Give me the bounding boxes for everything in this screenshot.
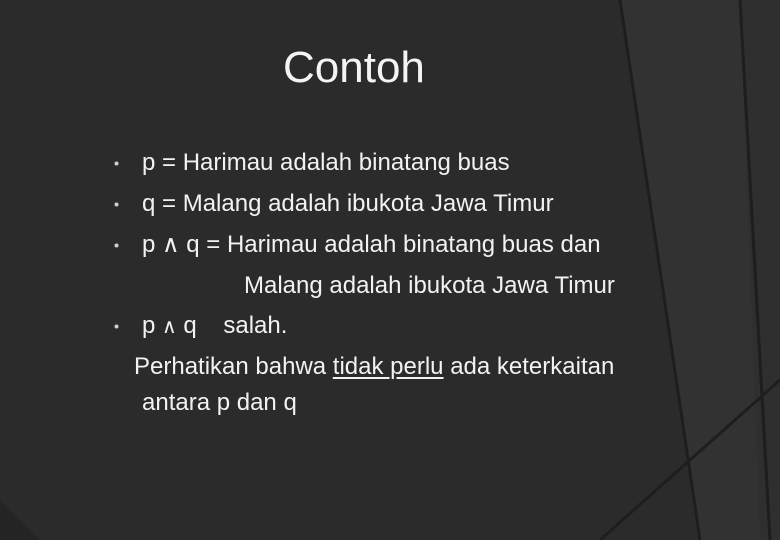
bullet-marker-icon: [113, 160, 120, 167]
var-q: q: [183, 312, 197, 339]
bullet-marker-icon: [113, 242, 120, 249]
bullet-marker-icon: [113, 323, 120, 330]
bullet-text-p: p = Harimau adalah binatang buas: [142, 149, 510, 176]
note-underlined: tidak perlu: [332, 353, 444, 380]
bullet-conclusion: [142, 311, 287, 342]
note-suffix: ada keterkaitan: [443, 353, 615, 380]
bullet-text-conjunction: p ∧ q = Harimau adalah binatang buas dan: [142, 231, 601, 258]
note-prefix: Perhatikan bahwa: [134, 353, 333, 380]
note-line-2: antara p dan q: [142, 389, 297, 416]
slide-title: Contoh: [283, 43, 425, 92]
var-p: p: [142, 312, 156, 339]
result-text: salah.: [223, 312, 288, 339]
note-line-1: [134, 352, 614, 382]
bullet-text-conjunction-continued: Malang adalah ibukota Jawa Timur: [244, 272, 615, 299]
and-operator: ∧: [162, 316, 177, 338]
bullet-text-q: q = Malang adalah ibukota Jawa Timur: [142, 190, 554, 217]
bullet-marker-icon: [113, 201, 120, 208]
